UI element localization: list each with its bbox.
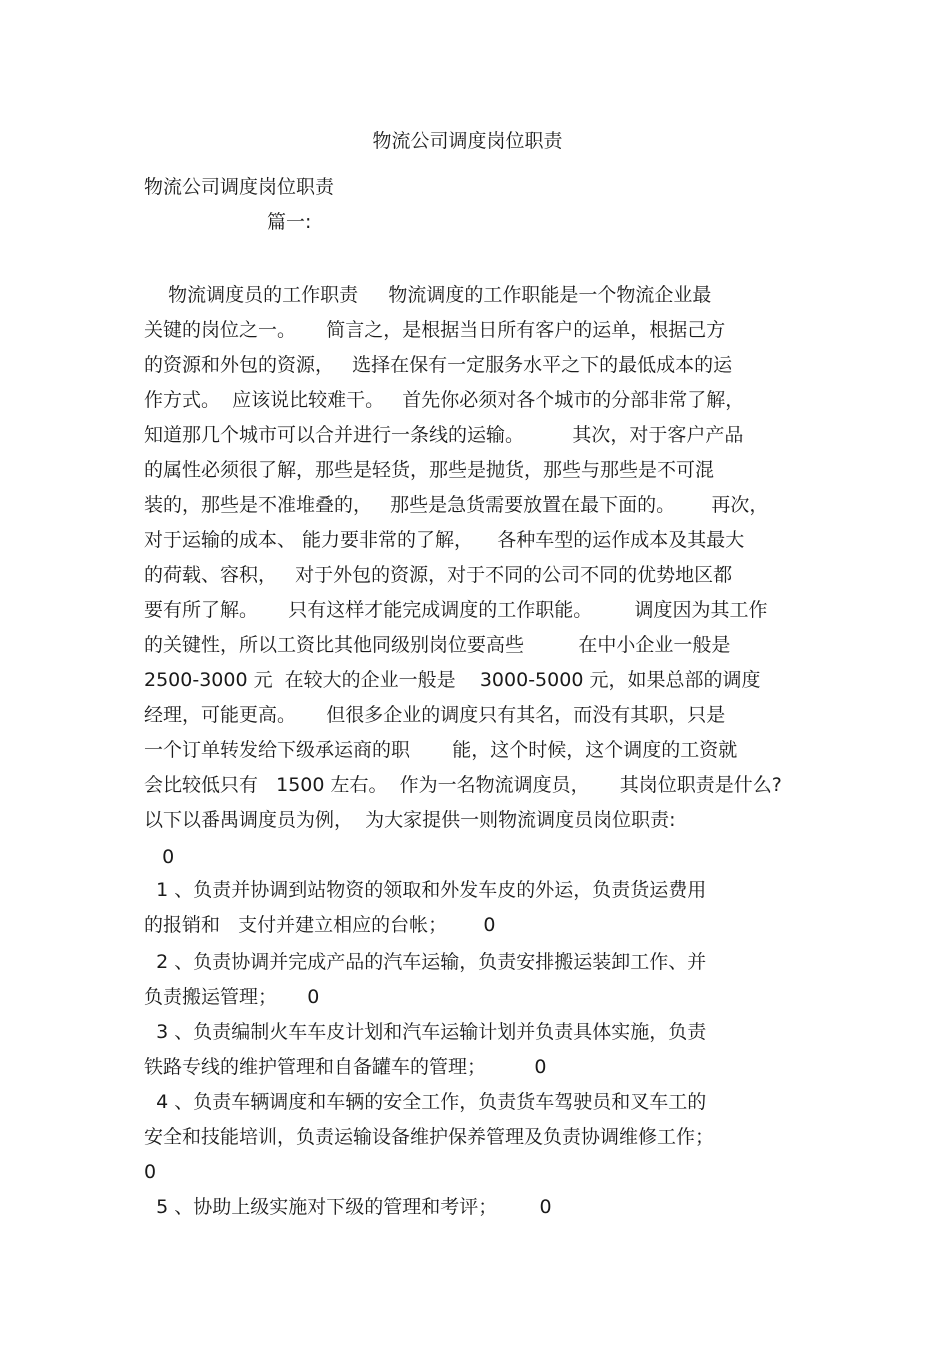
body-line: 关键的岗位之一。 简言之，是根据当日所有客户的运单，根据己方 (144, 319, 726, 341)
body-line: 作方式。 应该说比较难干。 首先你必须对各个城市的分部非常了解， (144, 389, 745, 411)
body-line: 0 (144, 846, 175, 868)
body-line: 2500-3000 元 在较大的企业一般是 3000-5000 元，如果总部的调度 (144, 669, 761, 691)
page-title: 物流公司调度岗位职责 (372, 130, 563, 152)
document-subtitle: 物流公司调度岗位职责 (144, 176, 335, 198)
body-line: 装的，那些是不准堆叠的， 那些是急货需要放置在最下面的。 再次， (144, 494, 769, 516)
body-line: 知道那几个城市可以合并进行一条线的运输。 其次，对于客户产品 (144, 424, 744, 446)
section-label: 篇一: (267, 211, 312, 233)
body-line: 对于运输的成本、 能力要非常的了解， 各种车型的运作成本及其最大 (144, 529, 745, 551)
body-line: 负责搬运管理； 0 (144, 986, 320, 1008)
body-line: 的属性必须很了解，那些是轻货，那些是抛货，那些与那些是不可混 (144, 459, 715, 481)
body-line: 1 、负责并协调到站物资的领取和外发车皮的外运，负责货运费用 (144, 879, 707, 901)
body-line: 的报销和 支付并建立相应的台帐； 0 (144, 914, 496, 936)
body-line: 一个订单转发给下级承运商的职 能，这个时候，这个调度的工资就 (144, 739, 738, 761)
body-line: 3 、负责编制火车车皮计划和汽车运输计划并负责具体实施，负责 (144, 1021, 707, 1043)
body-line: 的关键性，所以工资比其他同级别岗位要高些 在中小企业一般是 (144, 634, 731, 656)
body-line: 铁路专线的维护管理和自备罐车的管理； 0 (144, 1056, 547, 1078)
body-line: 安全和技能培训，负责运输设备维护保养管理及负责协调维修工作； (144, 1126, 715, 1148)
body-line: 0 (144, 1161, 157, 1183)
body-line: 4 、负责车辆调度和车辆的安全工作，负责货车驾驶员和叉车工的 (144, 1091, 707, 1113)
body-line: 的荷载、容积， 对于外包的资源，对于不同的公司不同的优势地区都 (144, 564, 733, 586)
body-line: 要有所了解。 只有这样才能完成调度的工作职能。 调度因为其工作 (144, 599, 768, 621)
body-line: 2 、负责协调并完成产品的汽车运输，负责安排搬运装卸工作、并 (144, 951, 707, 973)
body-line: 经理，可能更高。 但很多企业的调度只有其名，而没有其职，只是 (144, 704, 726, 726)
body-line: 物流调度员的工作职责 物流调度的工作职能是一个物流企业最 (144, 284, 712, 306)
body-line: 5 、协助上级实施对下级的管理和考评； 0 (144, 1196, 552, 1218)
body-line: 以下以番禺调度员为例， 为大家提供一则物流调度员岗位职责: (144, 809, 676, 831)
body-line: 会比较低只有 1500 左右。 作为一名物流调度员， 其岗位职责是什么? (144, 774, 782, 796)
body-line: 的资源和外包的资源， 选择在保有一定服务水平之下的最低成本的运 (144, 354, 733, 376)
